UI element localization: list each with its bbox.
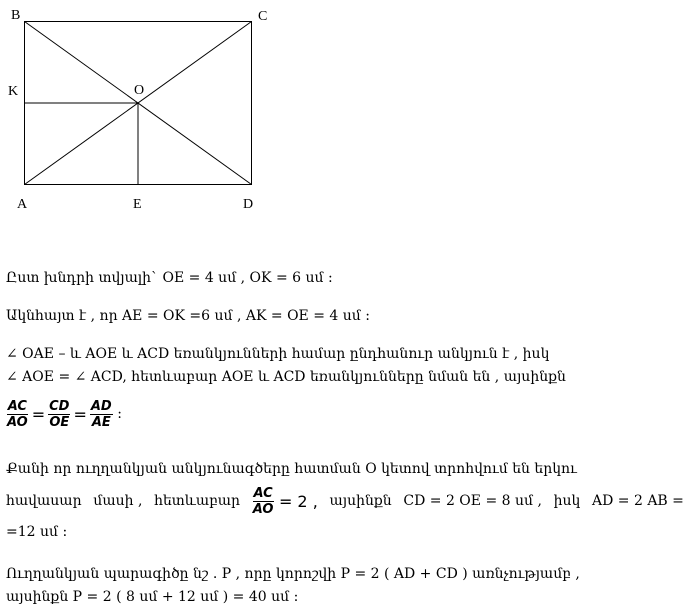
equals-sign: =: [73, 405, 87, 424]
word: ACD: [273, 369, 306, 385]
obvious-line: Ակնհայտ է , որ AE = OK =6 սմ , AK = OE = 4 սմ :: [6, 308, 370, 324]
word: հետևաբար: [154, 492, 241, 509]
diagonal-line-2: [6, 481, 684, 521]
proportion-equation: [6, 399, 684, 443]
word: CD = 2 OE = 8 սմ ,: [403, 492, 542, 509]
angle-line-2: [6, 366, 684, 389]
equals-two: = 2 ,: [278, 491, 318, 511]
word: որ: [53, 461, 72, 477]
diagonal-paragraph: [6, 458, 684, 544]
word: երկու: [534, 461, 577, 477]
word: նման: [428, 369, 469, 385]
label-c: C: [258, 9, 268, 24]
fraction-ac-ao: [252, 486, 275, 517]
denominator: OE: [49, 415, 70, 430]
word: հատման: [294, 461, 361, 477]
word: ∠ OAE – և: [6, 346, 81, 362]
denominator: AE: [91, 415, 111, 430]
label-o: O: [134, 83, 145, 98]
word: AOE: [85, 346, 118, 362]
perimeter-paragraph: [6, 563, 684, 609]
angle-line-1: [6, 343, 684, 366]
word: պարագիծը: [103, 566, 189, 582]
word: իսկ: [553, 492, 581, 509]
word: մասի ,: [93, 492, 143, 509]
word: O: [365, 461, 377, 477]
equals-sign: =: [31, 405, 46, 424]
numerator: AC: [7, 399, 27, 414]
word: Քանի: [6, 461, 49, 477]
angle-paragraph: [6, 343, 684, 389]
word: կորոշվի: [275, 566, 337, 582]
word: անկյունագծերը: [171, 461, 290, 477]
word: անկյուն: [437, 346, 498, 362]
word: տրոհվում: [434, 461, 508, 477]
colon: :: [117, 406, 122, 422]
word: կետով: [381, 461, 430, 477]
label-e: E: [133, 197, 142, 212]
word: P = 2 ( AD + CD ): [340, 566, 468, 582]
given-data-line: Ըստ խնդրի տվյալի` OE = 4 սմ , OK = 6 սմ :: [6, 270, 333, 286]
word: են: [512, 461, 530, 477]
ratio-equation: [252, 486, 318, 517]
word: հավասար: [6, 492, 82, 509]
word: է ,: [502, 346, 519, 362]
word: AD = 2 AB =: [592, 492, 684, 509]
numerator: AC: [253, 485, 273, 501]
word: ուղղանկյան: [75, 461, 168, 477]
word: ACD: [137, 346, 170, 362]
denominator: AO: [7, 415, 28, 430]
numerator: CD: [49, 399, 70, 414]
label-k: K: [8, 84, 19, 99]
fraction-cd-oe: [48, 399, 70, 430]
word: եռանկյունների: [173, 346, 288, 362]
word: և: [257, 369, 270, 385]
label-d: D: [243, 197, 254, 212]
perimeter-line-2: այսինքն P = 2 ( 8 սմ + 12 սմ ) = 40 սմ :: [6, 589, 299, 605]
geometry-figure: [0, 0, 689, 230]
word: Ուղղանկյան: [6, 566, 100, 582]
word: եռանկյունները: [309, 369, 424, 385]
denominator: AO: [252, 501, 274, 517]
word: և: [121, 346, 133, 362]
numerator: AD: [90, 399, 112, 414]
word: ընդհանուր: [349, 346, 434, 362]
word: համար: [291, 346, 346, 362]
fraction-ad-ae: [90, 399, 113, 430]
word: հետևաբար: [131, 369, 218, 385]
fraction-ac-ao: [6, 399, 29, 430]
diagonal-line-3: =12 սմ :: [6, 524, 68, 540]
label-a: A: [17, 197, 28, 212]
word: ∠ AOE = ∠ ACD,: [6, 369, 127, 385]
word: որը: [244, 566, 272, 582]
perimeter-line-1: [6, 563, 634, 586]
word: են ,: [472, 369, 500, 385]
word: այսինքն: [329, 492, 392, 509]
label-b: B: [11, 8, 21, 23]
word: առնչությամբ ,: [472, 566, 580, 582]
word: այսինքն: [503, 369, 566, 385]
word: AOE: [221, 369, 254, 385]
word: նշ . P ,: [193, 566, 241, 582]
rectangle-diagram: [0, 0, 689, 230]
word: իսկ: [522, 346, 550, 362]
diagonal-line-1: [6, 458, 684, 481]
